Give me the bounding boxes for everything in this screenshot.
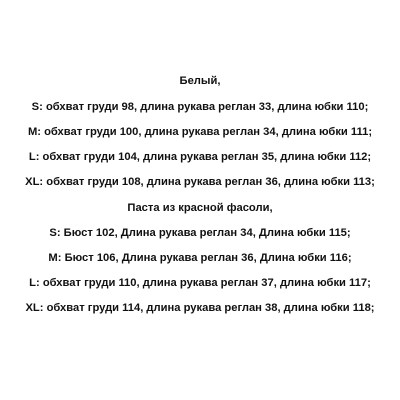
red-bean-size-m: M: Бюст 106, Длина рукава реглан 36, Длина юбки 116; [48,252,352,264]
red-bean-size-xl: XL: обхват груди 114, длина рукава реглан 38, длина юбки 118; [25,302,375,314]
white-size-xl: XL: обхват груди 108, длина рукава реглан 36, длина юбки 113; [25,176,375,188]
red-bean-size-s: S: Бюст 102, Длина рукава реглан 34, Длина юбки 115; [49,227,351,239]
white-size-l: L: обхват груди 104, длина рукава реглан 35, длина юбки 112; [28,151,372,163]
white-color-heading: Белый, [179,75,221,87]
red-bean-size-l: L: обхват груди 110, длина рукава реглан 37, длина юбки 117; [29,277,371,289]
red-bean-color-heading: Паста из красной фасоли, [127,202,273,214]
white-size-m: M: обхват груди 100, длина рукава реглан 34, длина юбки 111; [27,126,373,138]
white-size-s: S: обхват груди 98, длина рукава реглан 33, длина юбки 110; [31,101,369,113]
